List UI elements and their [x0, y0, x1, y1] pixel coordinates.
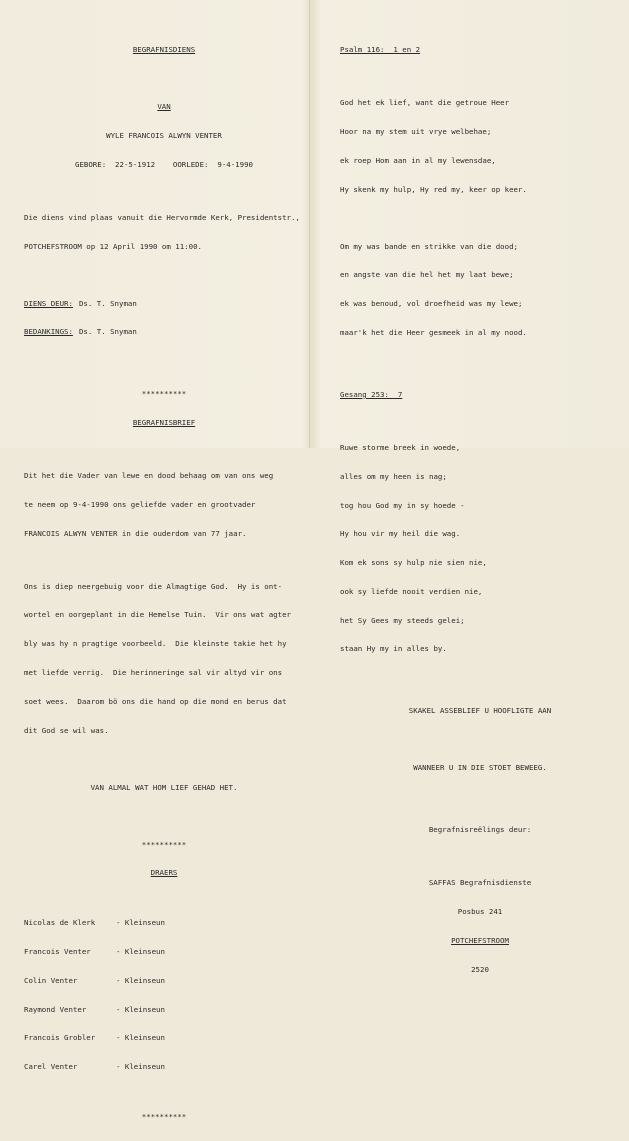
- hymn-line7: het Sy Gees my steeds gelei;: [340, 615, 465, 625]
- brief-para1-line2: te neem op 9-4-1990 ons geliefde vader en grootvader: [24, 499, 256, 509]
- psalm-heading: Psalm 116: 1 en 2: [340, 45, 421, 55]
- pallbearer-role: - Kleinseun: [116, 918, 165, 928]
- psalm-v2-line4: maar'k het die Heer gesmeek in al my nood.: [340, 328, 527, 337]
- left-panel: [24, 0, 304, 1141]
- pallbearer-name: Colin Venter: [24, 975, 78, 985]
- psalm-v1-line1: God het ek lief, want die getroue Heer: [340, 98, 510, 108]
- hymn-line1: Ruwe storme breek in woede,: [340, 442, 461, 452]
- pallbearer-role: - Kleinseun: [116, 947, 165, 957]
- pallbearer-name: Carel Venter: [24, 1062, 78, 1072]
- company-postbox: Posbus 241: [457, 907, 503, 917]
- pallbearer-role: - Kleinseun: [116, 975, 165, 985]
- brief-para2-line4: met liefde verrig. Die herinneringe sal vir altyd vir ons: [24, 668, 283, 677]
- service-heading: BEGRAFNISDIENS: [132, 45, 196, 55]
- officiant-value: Ds. T. Snyman: [78, 298, 137, 308]
- pallbearer-name: Francois Venter: [24, 947, 91, 957]
- right-panel: [340, 0, 620, 993]
- pallbearer-row: [24, 918, 304, 928]
- brief-heading: BEGRAFNISBRIEF: [132, 418, 196, 428]
- thanks-value: Ds. T. Snyman: [78, 327, 137, 337]
- service-time: POTCHEFSTROOM op 12 April 1990 om 11:00.: [24, 241, 202, 251]
- pallbearer-role: - Kleinseun: [116, 1033, 165, 1043]
- family-signoff: VAN ALMAL WAT HOM LIEF GEHAD HET.: [90, 782, 238, 792]
- brief-para2-line3: bly was hy n pragtige voorbeeld. Die kleinste takie het hy: [24, 639, 287, 649]
- headlights-notice-1: SKAKEL ASSEBLIEF U HOOFLIGTE AAN: [408, 706, 552, 716]
- officiant-label: DIENS DEUR:: [24, 298, 73, 308]
- headlights-notice-2: WANNEER U IN DIE STOET BEWEEG.: [413, 763, 547, 773]
- hymn-line3: tog hou God my in sy hoede -: [340, 500, 465, 510]
- van-label: VAN: [157, 102, 171, 112]
- pallbearer-name: Francois Grobler: [24, 1033, 96, 1043]
- psalm-v2-line2: en angste van die hel het my laat bewe;: [340, 270, 514, 280]
- pallbearer-role: - Kleinseun: [116, 1004, 165, 1014]
- funeral-company: SAFFAS Begrafnisdienste: [428, 878, 532, 888]
- arrangements-label: Begrafnisreëlings deur:: [428, 825, 532, 835]
- psalm-v1-line2: Hoor na my stem uit vrye welbehae;: [340, 127, 492, 137]
- pallbearer-name: Raymond Venter: [24, 1004, 87, 1014]
- pallbearers-heading: DRAERS: [150, 868, 178, 878]
- hymn-line5: Kom ek sons sy hulp nie sien nie,: [340, 558, 487, 568]
- thanks-label: BEDANKINGS:: [24, 327, 73, 337]
- brief-para1-line1: Dit het die Vader van lewe en dood behaag om van ons weg: [24, 471, 274, 481]
- brief-para2-line1: Ons is diep neergebuig voor die Almagtige God. Hy is ont-: [24, 581, 283, 591]
- center-fold: [309, 0, 310, 448]
- company-postcode: 2520: [471, 964, 489, 974]
- hymn-line4: Hy hou vir my heil die wag.: [340, 529, 461, 539]
- hymn-line6: ook sy liefde nooit verdien nie,: [340, 586, 483, 596]
- service-location: Die diens vind plaas vanuit die Hervormde Kerk, Presidentstr.,: [24, 212, 300, 222]
- divider-stars-2: **********: [141, 839, 187, 849]
- psalm-v2-line3: ek was benoud, vol droefheid was my lewe;: [340, 299, 523, 309]
- divider-stars-1: **********: [141, 389, 187, 399]
- hymn-line2: alles om my heen is nag;: [340, 471, 447, 481]
- company-town: POTCHEFSTROOM: [451, 935, 509, 945]
- psalm-v1-line3: ek roep Hom aan in al my lewensdae,: [340, 155, 496, 165]
- psalm-v2-line1: Om my was bande en strikke van die dood;: [340, 241, 518, 251]
- pallbearer-role: - Kleinseun: [116, 1062, 165, 1072]
- pallbearer-row: [24, 976, 304, 986]
- pallbearer-row: [24, 1005, 304, 1015]
- brief-para2-line5: soet wees. Daarom bö ons die hand op die mond en berus dat: [24, 696, 287, 706]
- divider-stars-3: **********: [141, 1112, 187, 1122]
- deceased-name: WYLE FRANCOIS ALWYN VENTER: [106, 131, 222, 141]
- psalm-v1-line4: Hy skenk my hulp, Hy red my, keer op keer.: [340, 184, 527, 194]
- pallbearer-name: Nicolas de Klerk: [24, 918, 96, 928]
- thanks-row: [24, 327, 304, 337]
- officiant-row: [24, 299, 304, 309]
- pallbearer-row: [24, 1062, 304, 1072]
- hymn-line8: staan Hy my in alles by.: [340, 644, 447, 654]
- birth-death-dates: GEBORE: 22-5-1912 OORLEDE: 9-4-1990: [75, 159, 253, 169]
- pallbearer-row: [24, 947, 304, 957]
- pallbearer-row: [24, 1033, 304, 1043]
- hymn-heading: Gesang 253: 7: [340, 389, 403, 399]
- brief-para2-line2: wortel en oorgeplant in die Hemelse Tuin. Vir ons wat agter: [24, 610, 291, 620]
- brief-para2-line6: dit God se wil was.: [24, 725, 109, 735]
- brief-para1-line3: FRANCOIS ALWYN VENTER in die ouderdom van 77 jaar.: [24, 528, 247, 538]
